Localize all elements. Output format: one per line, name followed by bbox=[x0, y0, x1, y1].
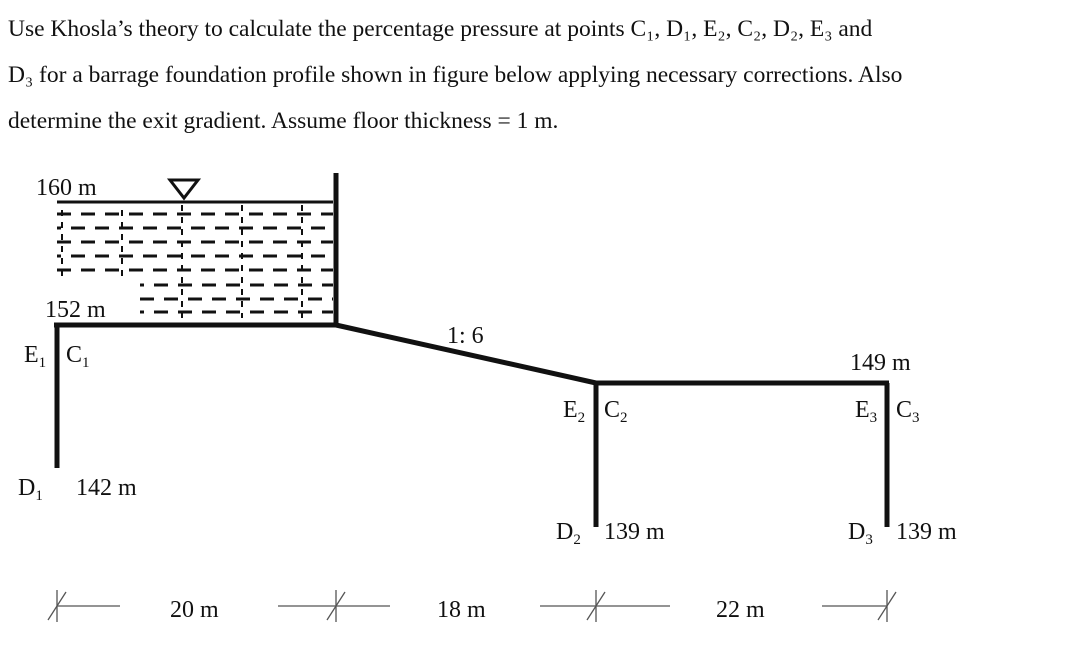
barrage-profile-figure bbox=[0, 160, 1087, 667]
foundation-profile bbox=[54, 173, 889, 527]
point-e3: E3 bbox=[855, 397, 878, 426]
point-c1: C1 bbox=[66, 342, 90, 371]
dimension-20m: 20 m bbox=[170, 597, 219, 623]
point-c3: C3 bbox=[896, 397, 920, 426]
question-line-1: Use Khosla’s theory to calculate the percentage pressure at points C₁, D₁, E₂, C₂, D₂, E₃ and bbox=[8, 16, 873, 42]
point-d3: D3 bbox=[848, 519, 873, 548]
point-e2: E2 bbox=[563, 397, 586, 426]
point-e1: E1 bbox=[24, 342, 47, 371]
point-d1: D1 bbox=[18, 475, 43, 504]
upstream-water-hatch bbox=[57, 202, 333, 312]
label-slope: 1: 6 bbox=[447, 323, 484, 349]
label-139m-pile3: 139 m bbox=[896, 519, 957, 545]
point-c2: C2 bbox=[604, 397, 628, 426]
label-160m: 160 m bbox=[36, 175, 97, 201]
water-level-triangle bbox=[170, 180, 198, 198]
label-149m: 149 m bbox=[850, 350, 911, 376]
label-152m: 152 m bbox=[45, 297, 106, 323]
question-text bbox=[8, 6, 1078, 144]
label-142m: 142 m bbox=[76, 475, 137, 501]
question-line-2: D₃ for a barrage foundation profile shown in figure below applying necessary corrections. Also bbox=[8, 62, 903, 88]
label-139m-pile2: 139 m bbox=[604, 519, 665, 545]
question-line-3: determine the exit gradient. Assume floor thickness = 1 m. bbox=[8, 108, 559, 134]
dimension-22m: 22 m bbox=[716, 597, 765, 623]
point-d2: D2 bbox=[556, 519, 581, 548]
dimension-18m: 18 m bbox=[437, 597, 486, 623]
